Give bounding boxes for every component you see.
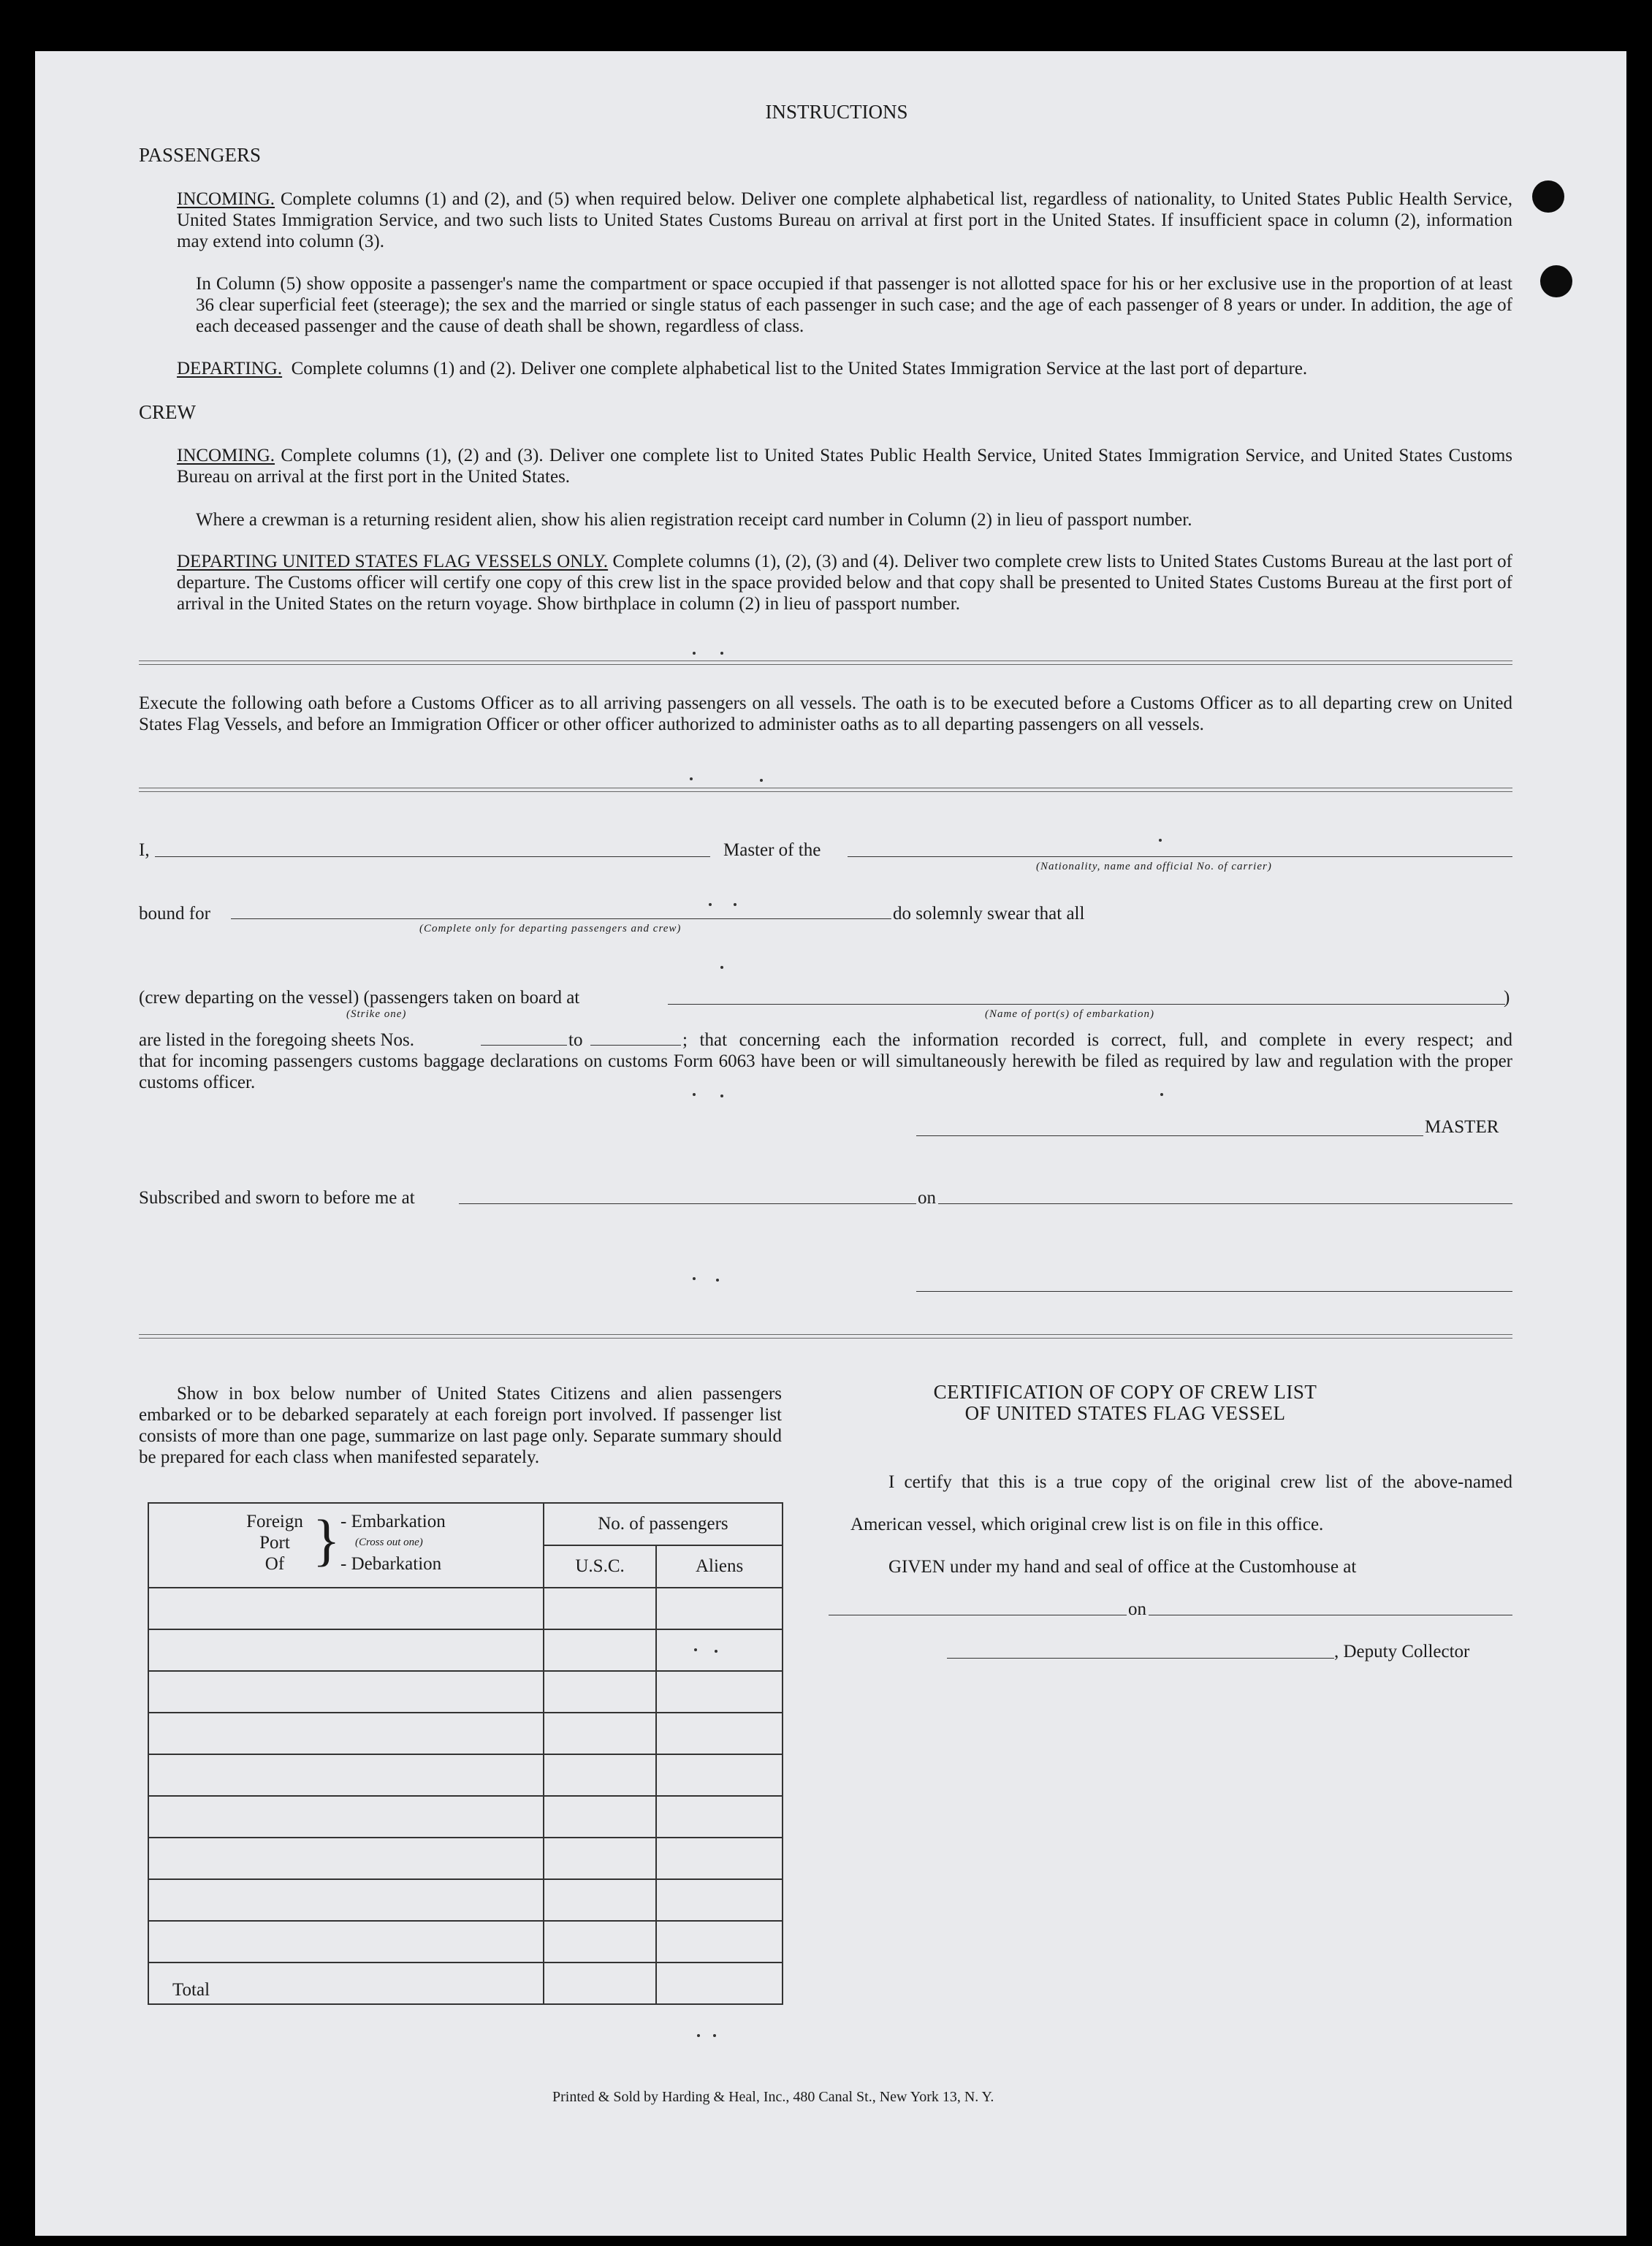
listed-prefix: are listed in the foregoing sheets Nos. <box>139 1030 414 1050</box>
speck <box>709 903 712 906</box>
usc-cell[interactable] <box>544 1838 656 1879</box>
usc-cell[interactable] <box>544 1713 656 1754</box>
table-row <box>148 1629 783 1671</box>
speck <box>1160 1093 1163 1096</box>
crew-passengers-label: (crew departing on the vessel) (passengers taken on board at <box>139 988 580 1008</box>
table-row <box>148 1879 783 1921</box>
master-name-field[interactable] <box>155 856 710 857</box>
port-cell[interactable] <box>148 1921 544 1963</box>
usc-header: U.S.C. <box>544 1545 656 1588</box>
oath-instruction: Execute the following oath before a Customs Officer as to all arriving passengers on all vessels. The oath is to be executed before a Customs Officer as to all departing crew on United States Flag Vessels, and before an Immigration Officer or other officer authorized to administer oaths as to all departing passengers on all vessels. <box>139 693 1512 734</box>
crew-departing-paragraph <box>177 551 1512 614</box>
master-of-the-label: Master of the <box>723 840 821 860</box>
speck <box>693 1277 696 1280</box>
sworn-on-label: on <box>918 1188 936 1208</box>
speck <box>720 652 723 655</box>
officer-signature-line[interactable] <box>916 1291 1512 1292</box>
divider-1 <box>139 661 1512 665</box>
passenger-incoming-label: INCOMING. <box>177 189 275 209</box>
port-cell[interactable] <box>148 1671 544 1713</box>
given-line: GIVEN under my hand and seal of office at the Customhouse at <box>888 1557 1357 1577</box>
port-cell[interactable] <box>148 1588 544 1629</box>
port-header-cell <box>148 1503 544 1588</box>
brace-icon: } <box>313 1508 340 1572</box>
crew-departing-text: Complete columns (1), (2), (3) and (4). Deliver two complete crew lists to United States Customs Bureau at the last port of departure. The Customs officer will certify one copy of this crew list in the space provided below and that copy shall be presented to United States Customs Bureau at the first port of arrival in the United States on the return voyage. Show birthplace in column (2) in lieu of passport number. <box>177 552 1513 614</box>
deputy-signature-line[interactable] <box>947 1658 1334 1659</box>
name-of-ports-caption: (Name of port(s) of embarkation) <box>985 1008 1154 1020</box>
speck <box>734 903 736 906</box>
crew-incoming-label: INCOMING. <box>177 446 275 465</box>
usc-cell[interactable] <box>544 1879 656 1921</box>
total-label: Total <box>172 1980 210 2000</box>
summary-instruction: Show in box below number of United States Citizens and alien passengers embarked or to be debarked separately at each foreign port involved. If passenger list consists of more than one page, summarize on last page only. Separate summary should be prepared for each class when manifested separately. <box>139 1384 782 1467</box>
port-cell[interactable] <box>148 1838 544 1879</box>
speck <box>720 966 723 969</box>
cross-out-caption: (Cross out one) <box>355 1537 423 1548</box>
solemnly-swear-label: do solemnly swear that all <box>893 904 1085 924</box>
printer-imprint: Printed & Sold by Harding & Heal, Inc., 480 Canal St., New York 13, N. Y. <box>552 2089 994 2105</box>
speck <box>720 1095 723 1097</box>
port-cell[interactable] <box>148 1629 544 1671</box>
crew-heading: CREW <box>139 401 196 423</box>
strike-one-caption: (Strike one) <box>346 1008 407 1020</box>
table-row <box>148 1671 783 1713</box>
crew-departing-label: DEPARTING UNITED STATES FLAG VESSELS ONLY. <box>177 552 609 571</box>
master-signature-line[interactable] <box>916 1135 1423 1136</box>
table-row <box>148 1796 783 1838</box>
total-row <box>148 1963 783 2004</box>
speck <box>690 777 693 780</box>
embarkation-label: - Embarkation <box>340 1512 446 1531</box>
to-label: to <box>568 1030 583 1050</box>
table-row <box>148 1754 783 1796</box>
complete-only-caption: (Complete only for departing passengers and crew) <box>419 923 682 934</box>
aliens-cell[interactable] <box>656 1921 783 1963</box>
speck <box>697 2034 700 2037</box>
sworn-place-field[interactable] <box>459 1203 916 1204</box>
passenger-departing-text: Complete columns (1) and (2). Deliver one complete alphabetical list to the United States Immigration Service at the last port of departure. <box>291 359 1308 378</box>
passenger-summary-table <box>148 1502 783 2005</box>
nationality-caption: (Nationality, name and official No. of carrier) <box>1036 861 1272 872</box>
speck <box>760 779 763 782</box>
crew-incoming-paragraph <box>177 445 1512 487</box>
sheet-to-field[interactable] <box>590 1045 681 1046</box>
punch-hole-top <box>1532 180 1564 213</box>
aliens-total-cell[interactable] <box>656 1963 783 2004</box>
passenger-incoming-paragraph <box>177 189 1512 252</box>
usc-cell[interactable] <box>544 1921 656 1963</box>
bound-for-label: bound for <box>139 904 210 924</box>
divider-2 <box>139 788 1512 792</box>
listed-suffix: ; that concerning each the information recorded is correct, full, and complete in every respect; and <box>682 1030 1512 1050</box>
usc-cell[interactable] <box>544 1754 656 1796</box>
table-row <box>148 1713 783 1754</box>
certify-line-2: American vessel, which original crew list is on file in this office. <box>850 1515 1324 1534</box>
deputy-collector-label: , Deputy Collector <box>1334 1642 1470 1661</box>
certification-title-1: CERTIFICATION OF COPY OF CREW LIST <box>933 1381 1317 1403</box>
aliens-cell[interactable] <box>656 1754 783 1796</box>
passengers-heading: PASSENGERS <box>139 144 262 166</box>
instructions-title: INSTRUCTIONS <box>765 101 908 123</box>
total-label-cell <box>148 1963 544 2004</box>
passenger-incoming-text: Complete columns (1) and (2), and (5) when required below. Deliver one complete alphabetical list, regardless of nationality, to United States Public Health Service, United States Immigration Service, and two such lists to United States Customs Bureau on arrival at first port in the United States. If insufficient space in column (2), information may extend into column (3). <box>177 189 1513 251</box>
master-label: MASTER <box>1425 1117 1499 1137</box>
speck <box>713 2034 716 2037</box>
speck <box>1159 839 1162 842</box>
column5-paragraph: In Column (5) show opposite a passenger's name the compartment or space occupied if that passenger is not allotted space for his or her exclusive use in the proportion of at least 36 clear superficial feet (steerage); the sex and the married or single status of each passenger in such case; and the age of each passenger of 8 years or under. In addition, the age of each deceased passenger and the cause of death shall be shown, regardless of class. <box>196 274 1512 336</box>
foreign-label: Foreign <box>246 1512 303 1531</box>
passenger-departing-paragraph <box>177 358 1512 379</box>
oath-i-label: I, <box>139 840 150 860</box>
punch-hole-bottom <box>1540 265 1572 297</box>
usc-cell[interactable] <box>544 1629 656 1671</box>
speck <box>715 1650 717 1653</box>
certify-line-1: I certify that this is a true copy of the original crew list of the above-named <box>888 1472 1512 1492</box>
aliens-cell[interactable] <box>656 1671 783 1713</box>
table-row <box>148 1588 783 1629</box>
sworn-date-field[interactable] <box>938 1203 1512 1204</box>
passenger-departing-label: DEPARTING. <box>177 359 283 378</box>
subscribed-label: Subscribed and sworn to before me at <box>139 1188 415 1208</box>
sheet-from-field[interactable] <box>481 1045 567 1046</box>
embarkation-ports-field[interactable] <box>668 1004 1505 1005</box>
table-row <box>148 1838 783 1879</box>
divider-3 <box>139 1334 1512 1339</box>
aliens-header: Aliens <box>656 1545 783 1588</box>
usc-total-cell[interactable] <box>544 1963 656 2004</box>
aliens-cell[interactable] <box>656 1796 783 1838</box>
port-label: Port <box>259 1533 290 1553</box>
usc-cell[interactable] <box>544 1796 656 1838</box>
bound-for-field[interactable] <box>231 918 891 919</box>
crewman-paragraph: Where a crewman is a returning resident alien, show his alien registration receipt card number in Column (2) in lieu of passport number. <box>196 510 1192 530</box>
aliens-cell[interactable] <box>656 1713 783 1754</box>
usc-cell[interactable] <box>544 1588 656 1629</box>
aliens-cell[interactable] <box>656 1588 783 1629</box>
listed-rest: that for incoming passengers customs baggage declarations on customs Form 6063 have been or will simultaneously herewith be filed as required by law and regulation with the proper customs officer. <box>139 1051 1512 1092</box>
cert-on-label: on <box>1128 1599 1146 1619</box>
speck <box>694 1648 697 1651</box>
port-cell[interactable] <box>148 1796 544 1838</box>
aliens-cell[interactable] <box>656 1879 783 1921</box>
port-cell[interactable] <box>148 1754 544 1796</box>
aliens-cell[interactable] <box>656 1629 783 1671</box>
close-paren: ) <box>1504 988 1510 1008</box>
of-label: Of <box>264 1554 285 1574</box>
port-cell[interactable] <box>148 1713 544 1754</box>
speck <box>716 1279 719 1282</box>
speck <box>693 652 696 655</box>
aliens-cell[interactable] <box>656 1838 783 1879</box>
usc-cell[interactable] <box>544 1671 656 1713</box>
table-row <box>148 1921 783 1963</box>
speck <box>693 1093 696 1096</box>
certification-title-2: OF UNITED STATES FLAG VESSEL <box>964 1402 1286 1424</box>
vessel-field[interactable] <box>848 856 1512 857</box>
no-passengers-header: No. of passengers <box>544 1503 783 1545</box>
crew-incoming-text: Complete columns (1), (2) and (3). Deliver one complete list to United States Public Health Service, United States Immigration Service, and United States Customs Bureau on arrival at the first port in the United States. <box>177 446 1513 487</box>
port-cell[interactable] <box>148 1879 544 1921</box>
debarkation-label: - Debarkation <box>340 1554 442 1574</box>
